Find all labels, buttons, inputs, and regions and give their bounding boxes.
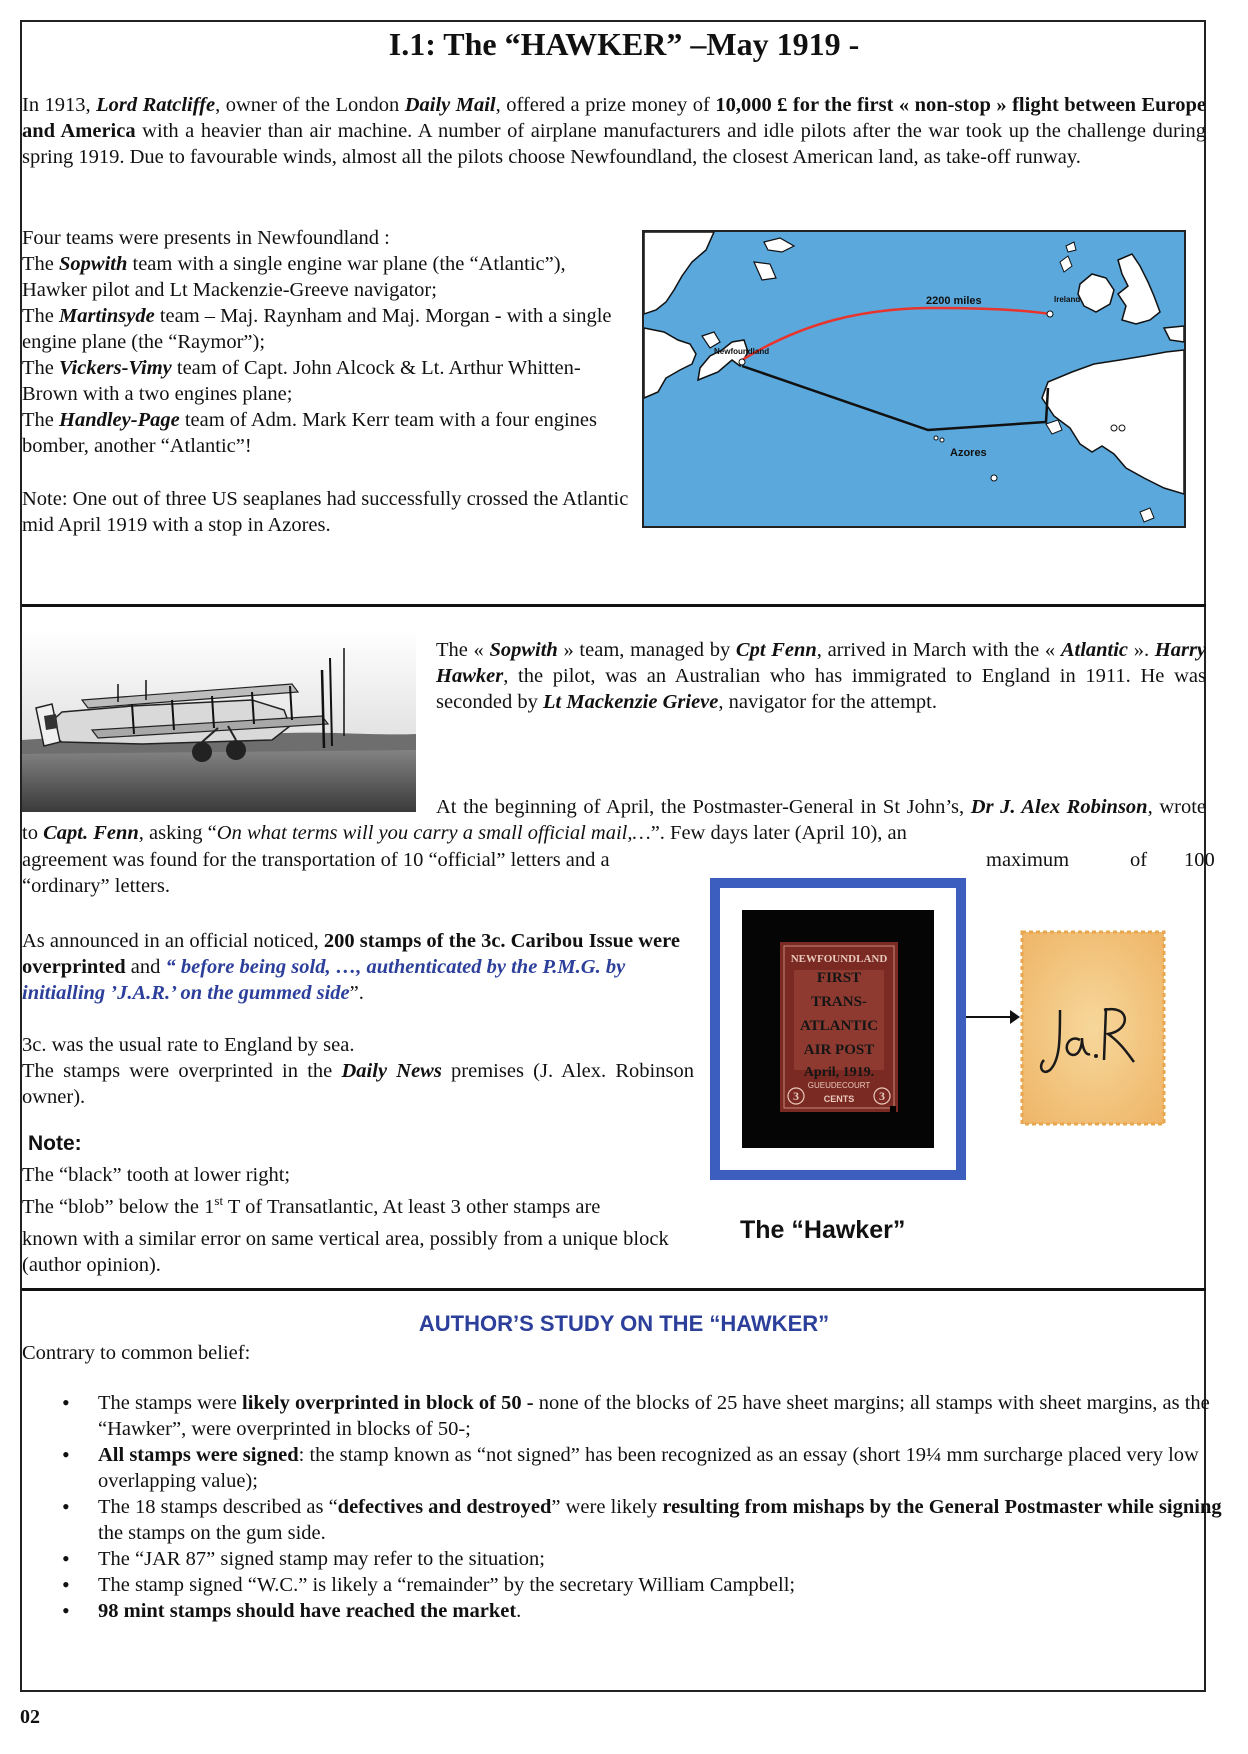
stamp-place: GUEUDECOURT bbox=[807, 1081, 871, 1090]
list-item: • The “JAR 87” signed stamp may refer to the situation; bbox=[98, 1546, 1238, 1572]
atlantic-route-map bbox=[642, 230, 1186, 528]
map-distance-label: 2200 miles bbox=[926, 295, 982, 307]
stamp-caption: The “Hawker” bbox=[740, 1216, 906, 1244]
postmaster-paragraph: At the beginning of April, the Postmaster-General in St John’s, Dr J. Alex Robinson, wrote to Capt. Fenn, asking “On what terms will you carry a small official mail,…”. Few days later (April 10), an bbox=[22, 796, 1206, 844]
prize-text: 10,000 £ for the first « non-stop » flight between Europe and America bbox=[22, 94, 1207, 142]
overprint-line-1: FIRST bbox=[816, 970, 862, 986]
caribou-stamp bbox=[742, 910, 934, 1148]
overprint-line-4: AIR POST bbox=[803, 1042, 875, 1058]
stamp-cents: CENTS bbox=[823, 1094, 855, 1104]
intro-paragraph: In 1913, Lord Ratcliffe, owner of the London Daily Mail, offered a prize money of 10,000 £ for the first « non-stop » flight between Europe and America with a heavier than air machine. A number of airplane manufacturers and idle pilots after the war took up the challenge during spring 1919. Due to favourable winds, almost all the pilots choose Newfoundland, the closest American land, as take-off runway. bbox=[22, 94, 1207, 168]
hawker-stamp-frame bbox=[710, 878, 966, 1180]
study-intro: Contrary to common belief: bbox=[22, 1342, 251, 1364]
list-item: • 98 mint stamps should have reached the market. bbox=[98, 1598, 1238, 1624]
teams-paragraph: Four teams were presents in Newfoundland : The Sopwith team with a single engine war plane (the “Atlantic”), Hawker pilot and Lt Mackenzie-Greeve navigator; The Martinsyde team – Maj. Raynham and Maj. Morgan - with a single engine plane (the “Raymor”); The Vickers-Vimy team of Capt. John Alcock & Lt. Arthur Whitten-Brown with a two engines plane; The Handley-Page team of Adm. Mark Kerr team with a four engines bomber, another “Atlantic”! bbox=[22, 227, 612, 457]
section-divider bbox=[22, 1288, 1206, 1291]
study-bullet-list bbox=[62, 1390, 1238, 1624]
stamp-value-left: 3 bbox=[793, 1089, 799, 1103]
overprint-line-3: ATLANTIC bbox=[799, 1018, 879, 1034]
agreement-paragraph: agreement was found for the transportation of 10 “official” letters and a maximum of 100 “ordinary” letters. bbox=[22, 849, 1215, 897]
note-heading: Note: bbox=[28, 1132, 82, 1155]
stamp-mount bbox=[742, 910, 934, 1148]
rate-paragraph: 3c. was the usual rate to England by sea. The stamps were overprinted in the Daily News premises (J. Alex. Robinson owner). bbox=[22, 1034, 694, 1108]
overprint-line-5: April, 1919. bbox=[803, 1065, 875, 1080]
lord-ratcliffe: Lord Ratcliffe bbox=[96, 94, 216, 116]
page-number: 02 bbox=[20, 1706, 40, 1728]
page-title: I.1: The “HAWKER” –May 1919 - bbox=[388, 26, 860, 62]
arrow-line bbox=[966, 1016, 1014, 1018]
map-newfoundland-label: Newfoundland bbox=[714, 347, 770, 356]
sopwith-paragraph: The « Sopwith » team, managed by Cpt Fenn, arrived in March with the « Atlantic ». Harry Hawker, the pilot, was an Australian who has immigrated to England in 1911. He was seconded by Lt Mackenzie Grieve, navigator for the attempt. bbox=[436, 639, 1207, 713]
map-ireland-label: Ireland bbox=[1054, 295, 1081, 304]
seaplanes-note: Note: One out of three US seaplanes had successfully crossed the Atlantic mid April 1919 with a stop in Azores. bbox=[22, 488, 629, 536]
overprint-line-2: TRANS- bbox=[811, 994, 867, 1010]
study-heading: AUTHOR’S STUDY ON THE “HAWKER” bbox=[418, 1311, 830, 1336]
list-item: • The stamps were likely overprinted in block of 50 - none of the blocks of 25 have sheet margins; all stamps with sheet margins, as the “Hawker”, were overprinted in blocks of 50-; bbox=[98, 1390, 1238, 1442]
gummed-side-image bbox=[1020, 930, 1166, 1126]
section-divider bbox=[22, 604, 1206, 607]
list-item: • The stamp signed “W.C.” is likely a “remainder” by the secretary William Campbell; bbox=[98, 1572, 1238, 1598]
list-item: • All stamps were signed: the stamp known as “not signed” has been recognized as an essay (short 19¼ mm surcharge placed very low overlapping value); bbox=[98, 1442, 1238, 1494]
map-azores-label: Azores bbox=[950, 447, 987, 459]
stamp-country: NEWFOUNDLAND bbox=[790, 953, 888, 965]
black-tooth bbox=[890, 1106, 896, 1112]
arrow-icon bbox=[1010, 1010, 1020, 1024]
note-body: The “black” tooth at lower right; The “blob” below the 1st T of Transatlantic, At least 3 other stamps are known with a similar error on same vertical area, possibly from a unique block (author opinion). bbox=[22, 1164, 669, 1276]
stamp-value-right: 3 bbox=[879, 1089, 885, 1103]
list-item: • The 18 stamps described as “defectives and destroyed” were likely resulting from mishaps by the General Postmaster while signing the stamps on the gum side. bbox=[98, 1494, 1238, 1546]
sopwith-atlantic-photo bbox=[22, 630, 416, 812]
announcement-paragraph: As announced in an official noticed, 200 stamps of the 3c. Caribou Issue were overprinted and “ before being sold, …, authenticated by the P.M.G. by initialling ’J.A.R.’ on the gummed side”. bbox=[22, 930, 680, 1004]
